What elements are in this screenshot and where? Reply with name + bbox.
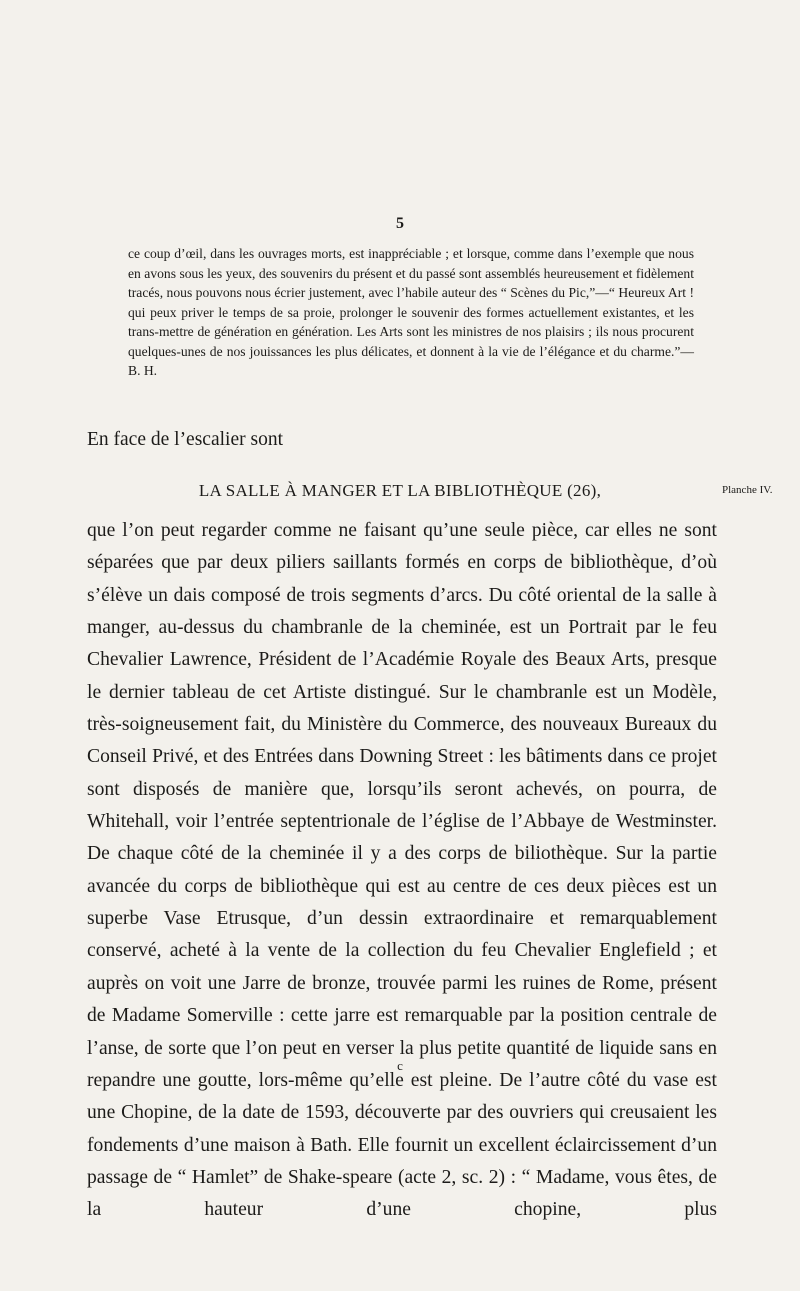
intro-line: En face de l’escalier sont [87, 429, 283, 450]
body-text: que l’on peut regarder comme ne faisant qu’une seule pièce, car elles ne sont séparées que par deux piliers saillants formés en corps de bibliothèque, d’où s’élève un dais composé de trois segments d’arcs. Du côté oriental de la salle à manger, au-dessus du chambranle de la cheminée, est un Portrait par le feu Chevalier Lawrence, Président de l’Académie Royale des Beaux Arts, presque le dernier tableau de cet Artiste distingué. Sur le chambranle est un Modèle, très-soigneusement fait, du Ministère du Commerce, des nouveaux Bureaux du Conseil Privé, et des Entrées dans Downing Street : les bâtiments dans ce projet sont disposés de manière que, lorsqu’ils seront achevés, on pourra, de Whitehall, voir l’entrée septentrionale de l’église de l’Abbaye de Westminster. De chaque côté de la cheminée il y a des corps de biliothèque. Sur la partie avancée du corps de bibliothèque qui est au centre de ces deux pièces est un superbe Vase Etrusque, d’un dessin extraordinaire et remarquablement conservé, acheté à la vente de la collection du feu Chevalier Englefield ; et auprès on voit une Jarre de bronze, trouvée parmi les ruines de Rome, présent de Madame Somerville : cette jarre est remarquable par la position centrale de l’anse, de sorte que l’on peut en verser la plus petite quantité de liquide sans en repandre une goutte, lors-même qu’elle est pleine. De l’autre côté du vase est une Chopine, de la date de 1593, découverte par des ouvriers qui creusaient les fondements d’une maison à Bath. Elle fournit un excellent éclaircissement d’un passage de “ Hamlet” de Shake-speare (acte 2, sc. 2) : “ Madame, vous êtes, de la hauteur d’une chopine, plus [87, 520, 717, 1221]
plate-margin-note: Planche IV. [722, 484, 773, 496]
signature-mark: c [397, 1058, 403, 1073]
quote-text: ce coup d’œil, dans les ouvrages morts, est inappréciable ; et lorsque, comme dans l’exemple que nous en avons sous les yeux, des souvenirs du présent et du passé sont assemblés heureusement et fidèlement tracés, nous pouvons nous écrier justement, avec l’habile auteur des “ Scènes du Pic,”—“ Heureux Art ! qui peux priver le temps de sa proie, prolonger le souvenir des formes actuellement existantes, et les trans-mettre de génération en génération. Les Arts sont les ministres de nos plaisirs ; ils nous procurent quelques-unes de nos jouissances les plus délicates, et donnent à la vie de l’élégance et du charme.”—B. H. [128, 246, 694, 378]
body-paragraph [87, 515, 717, 1227]
quoted-passage [128, 244, 694, 381]
section-heading: LA SALLE À MANGER ET LA BIBLIOTHÈQUE (26), [198, 481, 602, 500]
page-number: 5 [396, 215, 404, 232]
